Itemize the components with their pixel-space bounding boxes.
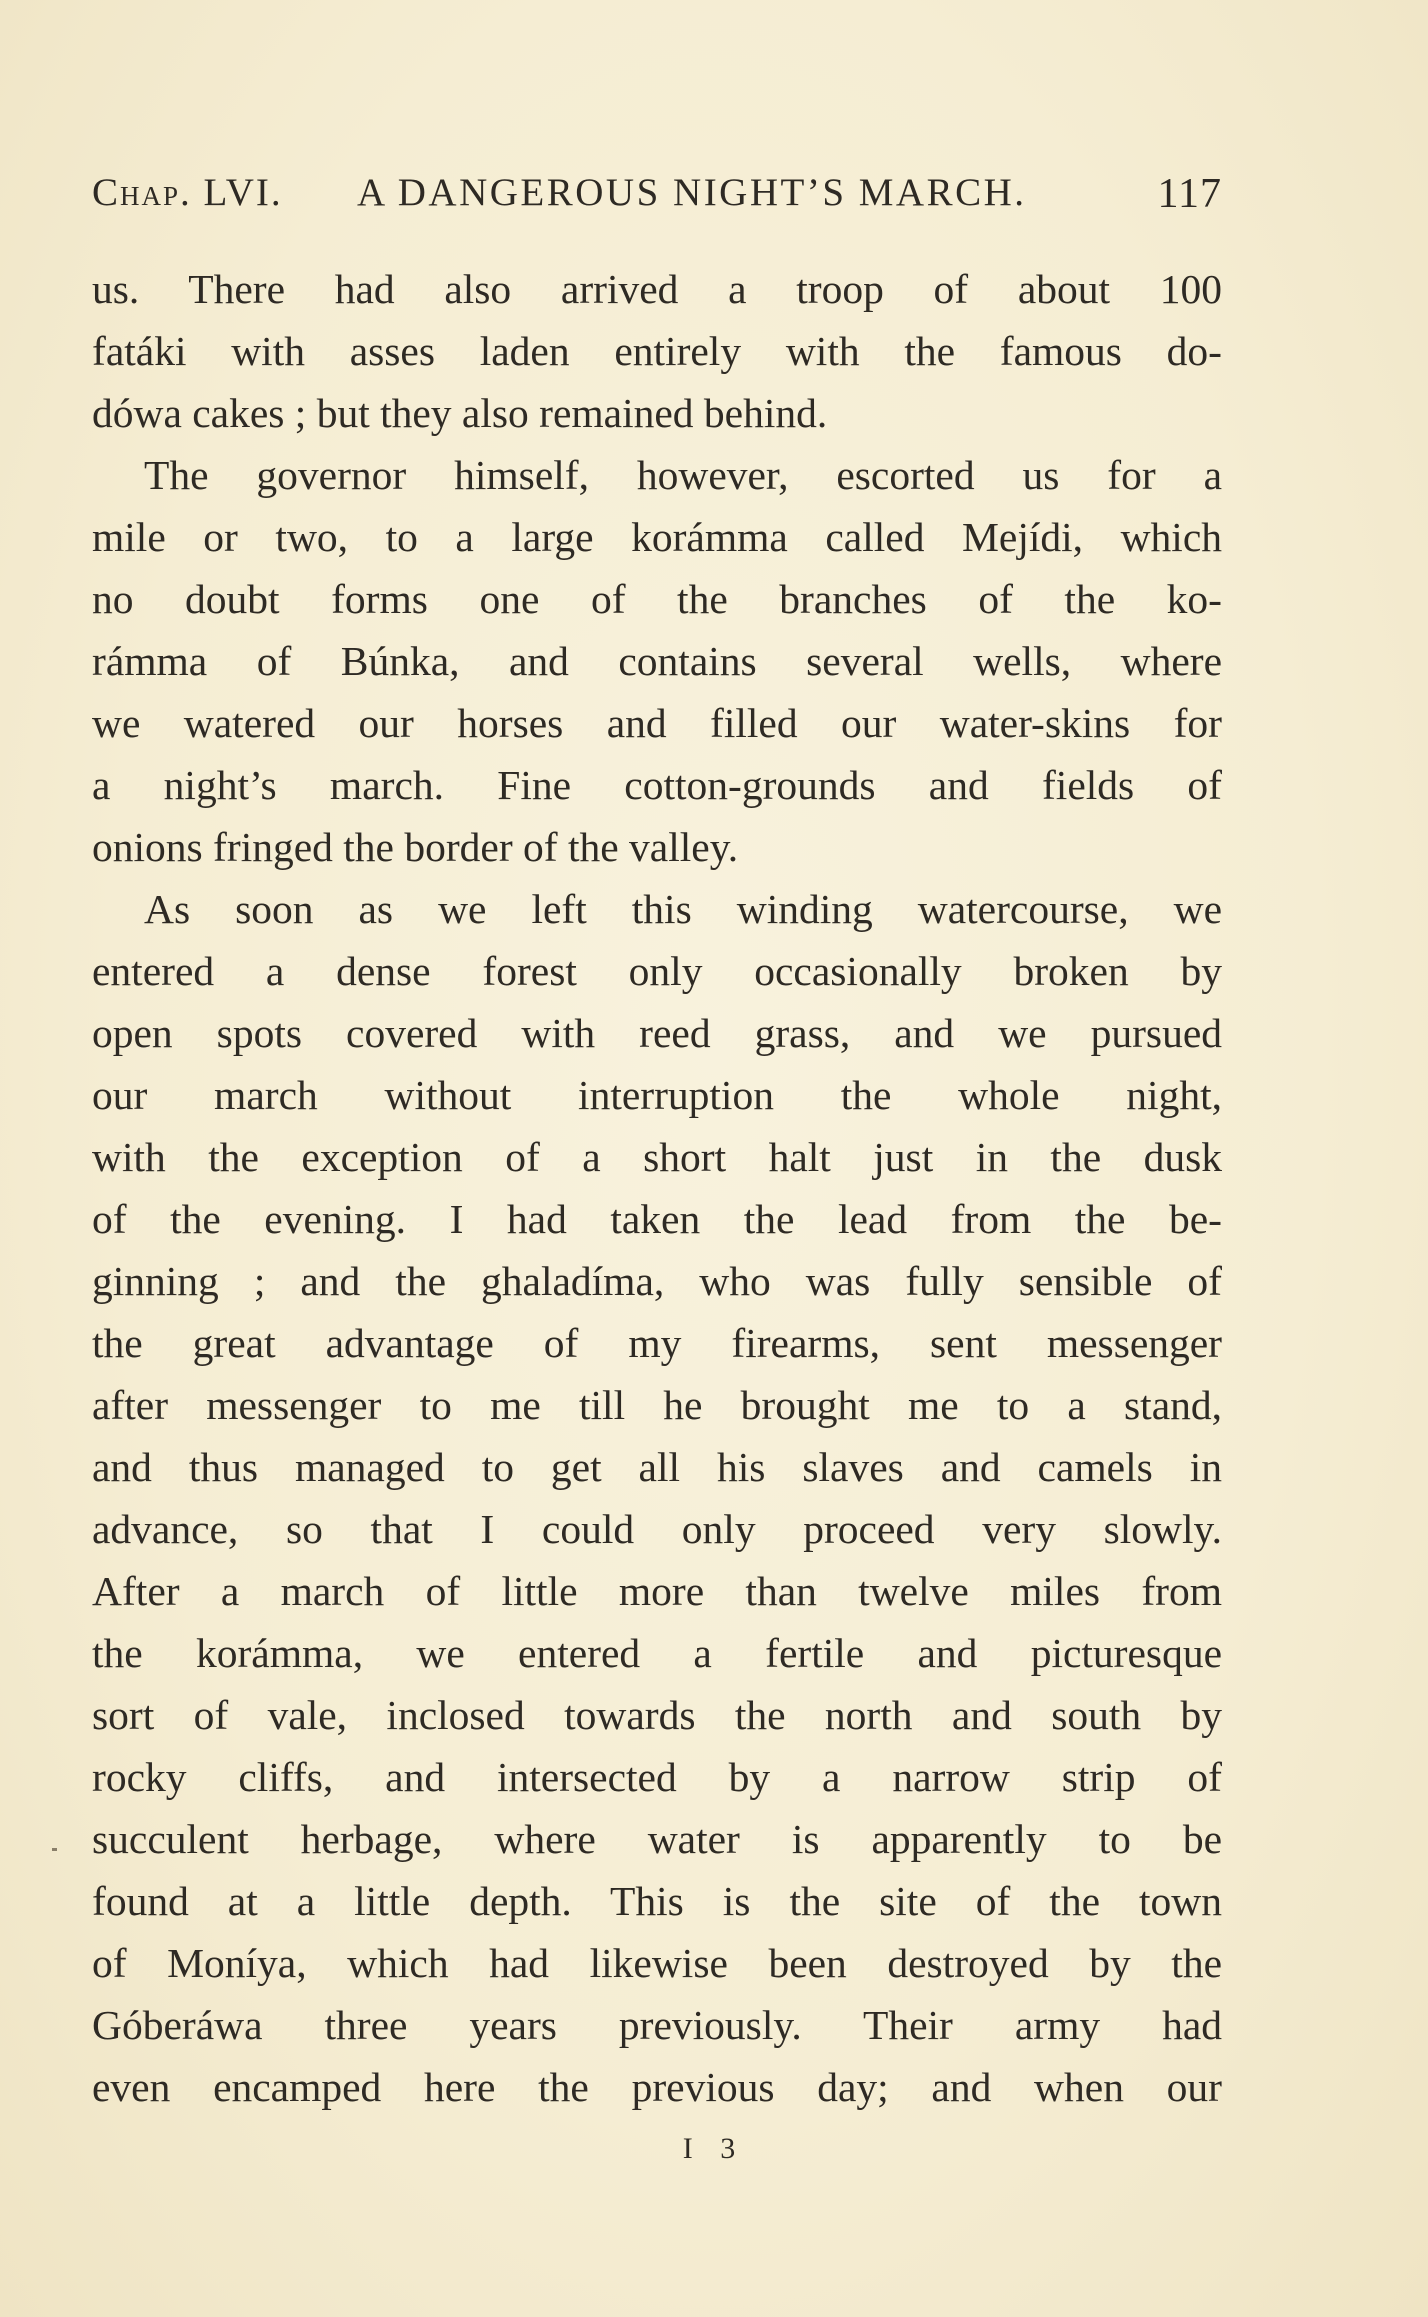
- text-line: mile or two, to a large korámma called Mejídi, which: [92, 514, 1222, 560]
- text-line: onions fringed the border of the valley.: [92, 824, 739, 870]
- running-header: [92, 170, 1222, 220]
- text-line: with the exception of a short halt just in the dusk: [92, 1134, 1222, 1180]
- text-line: As soon as we left this winding watercourse, we: [144, 886, 1222, 932]
- text-line: after messenger to me till he brought me to a stand,: [92, 1382, 1222, 1428]
- running-title: A DANGEROUS NIGHT’S MARCH.: [357, 171, 1027, 214]
- text-line: entered a dense forest only occasionally broken by: [92, 948, 1222, 994]
- text-line: Góberáwa three years previously. Their army had: [92, 2002, 1222, 2048]
- text-line: the great advantage of my firearms, sent messenger: [92, 1320, 1222, 1366]
- text-line: we watered our horses and filled our water-skins for: [92, 700, 1222, 746]
- body-text: [92, 258, 1222, 2118]
- signature-mark: I 3: [682, 2132, 746, 2165]
- text-line: ginning ; and the ghaladíma, who was fully sensible of: [92, 1258, 1222, 1304]
- text-line: us. There had also arrived a troop of about 100: [92, 266, 1222, 312]
- text-line: of the evening. I had taken the lead from the be-: [92, 1196, 1222, 1242]
- text-line: our march without interruption the whole night,: [92, 1072, 1222, 1118]
- page-number: 117: [1157, 171, 1222, 217]
- text-line: advance, so that I could only proceed very slowly.: [92, 1506, 1222, 1552]
- text-line: a night’s march. Fine cotton-grounds and fields of: [92, 762, 1222, 808]
- chapter-label: Chap. LVI.: [92, 171, 283, 214]
- text-line: sort of vale, inclosed towards the north and south by: [92, 1692, 1222, 1738]
- text-line: and thus managed to get all his slaves and camels in: [92, 1444, 1222, 1490]
- text-line: the korámma, we entered a fertile and picturesque: [92, 1630, 1222, 1676]
- margin-mark: [52, 1848, 57, 1851]
- text-line: After a march of little more than twelve miles from: [92, 1568, 1222, 1614]
- text-line: succulent herbage, where water is apparently to be: [92, 1816, 1222, 1862]
- text-line: rámma of Búnka, and contains several wells, where: [92, 638, 1222, 684]
- text-line: The governor himself, however, escorted us for a: [144, 452, 1222, 498]
- text-line: fatáki with asses laden entirely with the famous do-: [92, 328, 1222, 374]
- text-line: no doubt forms one of the branches of the ko-: [92, 576, 1222, 622]
- text-line: even encamped here the previous day; and when our: [92, 2064, 1222, 2110]
- text-line: open spots covered with reed grass, and we pursued: [92, 1010, 1222, 1056]
- text-line: dówa cakes ; but they also remained behind.: [92, 390, 828, 436]
- text-line: of Moníya, which had likewise been destroyed by the: [92, 1940, 1222, 1986]
- text-line: found at a little depth. This is the site of the town: [92, 1878, 1222, 1924]
- text-line: rocky cliffs, and intersected by a narrow strip of: [92, 1754, 1222, 1800]
